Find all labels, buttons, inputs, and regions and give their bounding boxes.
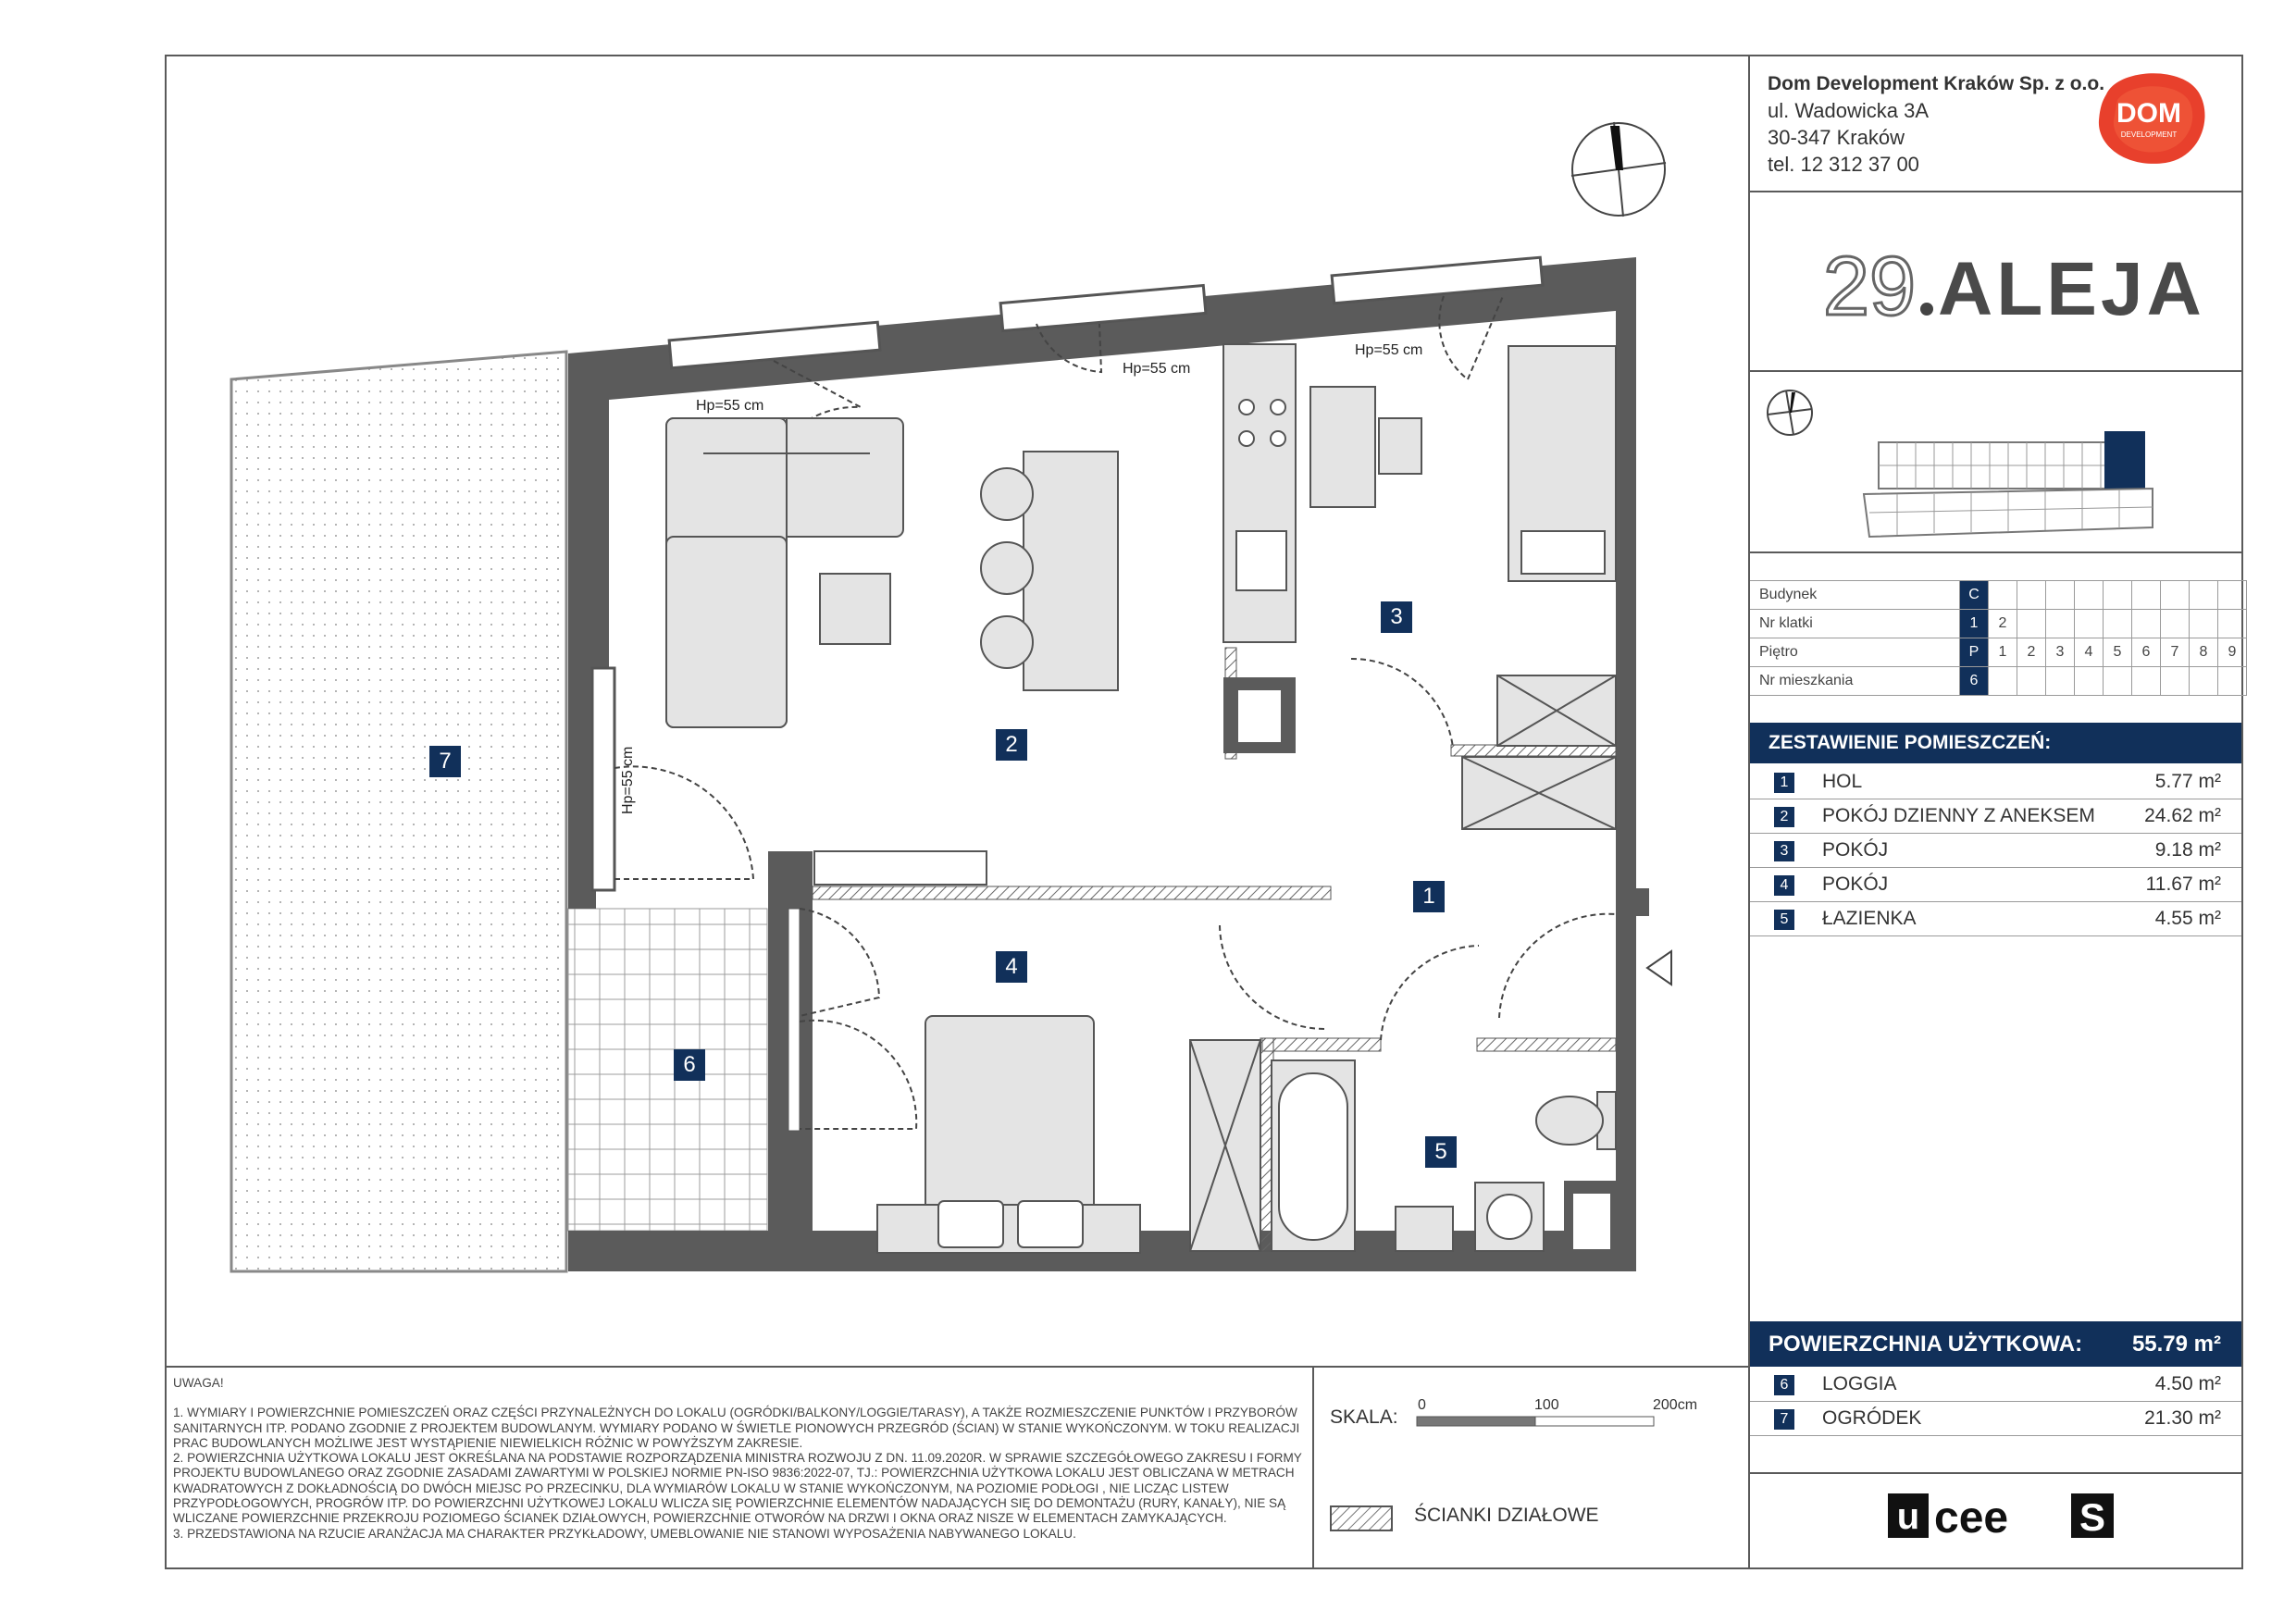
info-cell: 2: [1989, 610, 2017, 638]
notes-heading: UWAGA!: [173, 1376, 224, 1390]
partition-room4-west: [788, 909, 800, 1131]
room-tag-6: 6: [674, 1049, 705, 1081]
extra-row-loggia: [1750, 1368, 2241, 1402]
info-cell: 2: [2017, 638, 2046, 667]
wall-east-notch: [1616, 888, 1649, 916]
window-balcony: [592, 668, 614, 890]
note-1: 1. WYMIARY I POWIERZCHNIE POMIESZCZEŃ ORAZ CZĘŚCI PRZYNALEŻNYCH DO LOKALU (OGRÓDKI/BALKONY/LOGGIE/TARASY), A TAKŻE ROZMIESZCZENIE PUNKTÓW I PRZYBORÓW SANITARNYCH ITP. PODANO ZGODNIE Z PROJEKTEM BUDOWLANYM. WYMIARY PODANO W ŚWIETLE PIONOWYCH PRZEGRÓD (ŚCIAN) W STANIE WYKOŃCZONYM. W TOKU REALIZACJI PRAC BUDOWLANYCH MOŻLIWE JEST WYSTĄPIENIE NIEWIELKICH RÓŻNIC W POWYŻSZYM ZAKRESIE.: [173, 1406, 1300, 1450]
hp-label-3: Hp=55 cm: [1355, 342, 1423, 358]
scale-label: SKALA:: [1330, 1406, 1398, 1428]
hp-label-2: Hp=55 cm: [1123, 361, 1191, 377]
partition-legend-swatch: [1330, 1505, 1393, 1531]
bed-frame: [877, 1205, 1140, 1253]
room-row-2: [1750, 799, 2241, 834]
info-cell: 6: [2132, 638, 2161, 667]
room-row-5: [1750, 902, 2241, 936]
room-row-3: [1750, 834, 2241, 868]
partition-horizontal-main: [813, 886, 1331, 899]
info-cell: [2017, 610, 2046, 638]
svg-text:S: S: [2079, 1495, 2106, 1539]
notes-divider: [1312, 1367, 1314, 1569]
partition-legend-label: ŚCIANKI DZIAŁOWE: [1414, 1505, 1599, 1526]
notes-top-line: [165, 1366, 1750, 1368]
info-cell: 5: [2104, 638, 2132, 667]
info-cell: [2190, 581, 2218, 610]
info-cell: [2104, 667, 2132, 696]
svg-text:u: u: [1896, 1496, 1920, 1537]
building-keyplan: [1860, 427, 2166, 548]
info-cell: 4: [2075, 638, 2104, 667]
project-logo: [1823, 239, 2205, 333]
hp-label-4: Hp=55 cm: [620, 746, 636, 814]
room-num: 2: [1774, 807, 1794, 827]
info-cell: [2075, 667, 2104, 696]
room-name: ŁAZIENKA: [1822, 908, 1917, 929]
toilet-bowl: [1536, 1096, 1603, 1145]
keyplan-compass-icon: [1764, 387, 1816, 439]
info-cell: [2046, 667, 2075, 696]
door-loggia-2: [800, 1021, 916, 1129]
entry-arrow-icon: [1645, 949, 1673, 986]
company-name: Dom Development Kraków Sp. z o.o.: [1768, 73, 2105, 94]
uceeS-logo: [1888, 1490, 2119, 1542]
room-num: 3: [1774, 841, 1794, 861]
usable-area-value: 55.79 m²: [2131, 1332, 2221, 1357]
info-cell: [2104, 610, 2132, 638]
project-word: ALEJA: [1938, 247, 2205, 331]
info-cell: 1: [1960, 610, 1989, 638]
room-area: 4.50 m²: [2154, 1373, 2221, 1394]
company-street: ul. Wadowicka 3A: [1768, 99, 1930, 122]
dom-development-logo: [2090, 67, 2210, 168]
info-cell: 8: [2190, 638, 2218, 667]
sidebar-sep-4: [1748, 1472, 2243, 1474]
room-row-1: [1750, 765, 2241, 799]
washing-machine-drum: [1487, 1195, 1532, 1239]
room-row-4: [1750, 868, 2241, 902]
info-cell: [2017, 581, 2046, 610]
info-cell: [2190, 610, 2218, 638]
stool-3: [981, 616, 1033, 668]
info-row-staircase: [1750, 610, 2247, 638]
bathtub-inner: [1279, 1073, 1347, 1240]
info-cell: 1: [1989, 638, 2017, 667]
usable-area-label: POWIERZCHNIA UŻYTKOWA:: [1769, 1332, 2083, 1357]
garden-area: [231, 352, 566, 1271]
sidebar-sep-2: [1748, 370, 2243, 372]
wall-bath-east: [1616, 1027, 1636, 1271]
stool-1: [981, 468, 1033, 520]
info-label-staircase: Nr klatki: [1750, 610, 1960, 638]
info-cell: [1989, 667, 2017, 696]
info-cell: [2075, 581, 2104, 610]
info-cell: [2218, 667, 2247, 696]
usable-area-bar: [1750, 1321, 2241, 1367]
svg-text:cee: cee: [1934, 1493, 2009, 1542]
info-cell: [2190, 667, 2218, 696]
room-name: POKÓJ: [1822, 839, 1889, 861]
room-area: 5.77 m²: [2154, 771, 2221, 792]
rooms-title: ZESTAWIENIE POMIESZCZEŃ:: [1750, 723, 2241, 763]
shaft-inner: [1573, 1194, 1610, 1249]
info-cell: 7: [2161, 638, 2190, 667]
info-cell: [2132, 667, 2161, 696]
info-cell: C: [1960, 581, 1989, 610]
info-label-floor: Piętro: [1750, 638, 1960, 667]
room-tag-2: 2: [996, 729, 1027, 761]
room-name: OGRÓDEK: [1822, 1407, 1922, 1429]
company-info: [1768, 70, 2104, 178]
note-3: 3. PRZEDSTAWIONA NA RZUCIE ARANŻACJA MA CHARAKTER PRZYKŁADOWY, UMEBLOWANIE NIE STANOWI WYPOSAŻENIA NABYWANEGO LOKALU.: [173, 1526, 1076, 1541]
sidebar-sep-3: [1748, 551, 2243, 553]
door-room3: [1351, 659, 1453, 748]
room-num: 5: [1774, 910, 1794, 930]
scale-tick-100: 100: [1534, 1397, 1559, 1413]
room-name: POKÓJ DZIENNY Z ANEKSEM: [1822, 805, 2095, 826]
info-cell: [2104, 581, 2132, 610]
dom-logo-sub: DEVELOPMENT: [2120, 130, 2178, 139]
info-cell: [2132, 581, 2161, 610]
chair-desk: [1379, 418, 1421, 474]
room-tag-3: 3: [1381, 601, 1412, 633]
info-cell: [1989, 581, 2017, 610]
partition-bath-north: [1262, 1038, 1381, 1051]
stool-2: [981, 542, 1033, 594]
room-tag-5: 5: [1425, 1136, 1457, 1168]
info-row-floor: [1750, 638, 2247, 667]
info-cell: [2046, 610, 2075, 638]
partition-bath-north-2: [1477, 1038, 1616, 1051]
scale-bar: [1416, 1416, 1657, 1427]
dom-logo-text: DOM: [2116, 98, 2181, 129]
kitchen-sink: [1236, 531, 1286, 590]
company-city: 30-347 Kraków: [1768, 126, 1905, 149]
room-area: 11.67 m²: [2145, 873, 2221, 895]
pillow-1: [938, 1201, 1003, 1247]
dining-island: [1024, 452, 1118, 690]
info-cell: [2161, 581, 2190, 610]
room-area: 9.18 m²: [2154, 839, 2221, 861]
compass-icon: [1568, 118, 1669, 220]
info-cell: 6: [1960, 667, 1989, 696]
door-entry: [1499, 914, 1616, 1018]
info-cell: 3: [2046, 638, 2075, 667]
info-row-apartment: [1750, 667, 2247, 696]
hp-label-1: Hp=55 cm: [696, 398, 764, 414]
tv-cabinet: [814, 851, 987, 885]
room-tag-7: 7: [429, 746, 461, 777]
room-area: 24.62 m²: [2144, 805, 2221, 826]
room-name: HOL: [1822, 771, 1863, 792]
room-area: 4.55 m²: [2154, 908, 2221, 929]
info-row-building: [1750, 581, 2247, 610]
info-label-building: Budynek: [1750, 581, 1960, 610]
wall-center-stub: [768, 851, 813, 888]
room-area: 21.30 m²: [2144, 1407, 2221, 1429]
company-phone: tel. 12 312 37 00: [1768, 153, 1919, 176]
scale-tick-200: 200cm: [1653, 1397, 1698, 1413]
loggia-area: [568, 909, 767, 1231]
room-num: 7: [1774, 1409, 1794, 1430]
desk: [1310, 387, 1375, 507]
room-name: POKÓJ: [1822, 873, 1889, 895]
info-cell: [2161, 610, 2190, 638]
kitchen-counter: [1223, 344, 1296, 642]
note-2: 2. POWIERZCHNIA UŻYTKOWA LOKALU JEST OKREŚLANA NA PODSTAWIE ROZPORZĄDZENIA MINISTRA ROZWOJU Z DN. 11.09.2020R. W SPRAWIE SZCZEGÓŁOWEGO ZAKRESU I FORMY PROJEKTU BUDOWLANEGO ORAZ ZGODNIE ZASADAMI ZAWARTYMI W POLSKIEJ NORMIE PN-ISO 9836:2022-07, TJ.: POWIERZCHNIA UŻYTKOWA LOKALU JEST OBLICZANA W METRACH KWADRATOWYCH Z DOKŁADNOŚCIĄ DO DWÓCH MIEJSC PO PRZECINKU, DLA WYMIARÓW LOKALU W STANIE WYKOŃCZONYM, NA POZIOMIE PODŁOGI , NIE LICZĄC LISTEW PRZYPODŁOGOWYCH, PROGRÓW ITP. DO POWIERZCHNI UŻYTKOWEJ LOKALU WLICZA SIĘ POWIERZCHNIE ELEMENTÓW NADAJĄCYCH SIĘ DO DEMONTAŻU (RURY, KANAŁY), NIE SĄ WLICZANE POWIERZCHNIE PRZEKROJU POZIOMEGO ŚCIANEK DZIAŁOWYCH, POWIERZCHNIE OTWORÓW NA DRZWI I OKNA ORAZ NISZE W ELEMENTACH ZAMYKAJĄCYCH.: [173, 1451, 1302, 1526]
extra-row-garden: [1750, 1402, 2241, 1436]
room-num: 4: [1774, 875, 1794, 896]
info-cell: [2046, 581, 2075, 610]
room-num: 6: [1774, 1375, 1794, 1395]
room-num: 1: [1774, 773, 1794, 793]
info-cell: P: [1960, 638, 1989, 667]
door-bath: [1381, 946, 1479, 1040]
info-table: [1750, 580, 2247, 696]
washbasin: [1396, 1207, 1453, 1251]
bed-single-pillow: [1521, 531, 1605, 574]
room-name: LOGGIA: [1822, 1373, 1897, 1394]
info-cell: [2161, 667, 2190, 696]
info-cell: [2017, 667, 2046, 696]
sidebar-sep-1: [1748, 191, 2243, 192]
info-cell: [2132, 610, 2161, 638]
info-cell: [2075, 610, 2104, 638]
door-room4: [1220, 925, 1325, 1029]
info-cell: [2218, 581, 2247, 610]
room-tag-1: 1: [1413, 881, 1445, 912]
info-cell: 9: [2218, 638, 2247, 667]
notes-block: [173, 1376, 1302, 1542]
scale-tick-0: 0: [1418, 1397, 1426, 1413]
info-cell: [2218, 610, 2247, 638]
info-label-apartment: Nr mieszkania: [1750, 667, 1960, 696]
pillow-2: [1018, 1201, 1083, 1247]
project-number: 29: [1823, 241, 1917, 333]
room-tag-4: 4: [996, 951, 1027, 983]
fridge-inner: [1238, 690, 1281, 742]
coffee-table: [820, 574, 890, 644]
